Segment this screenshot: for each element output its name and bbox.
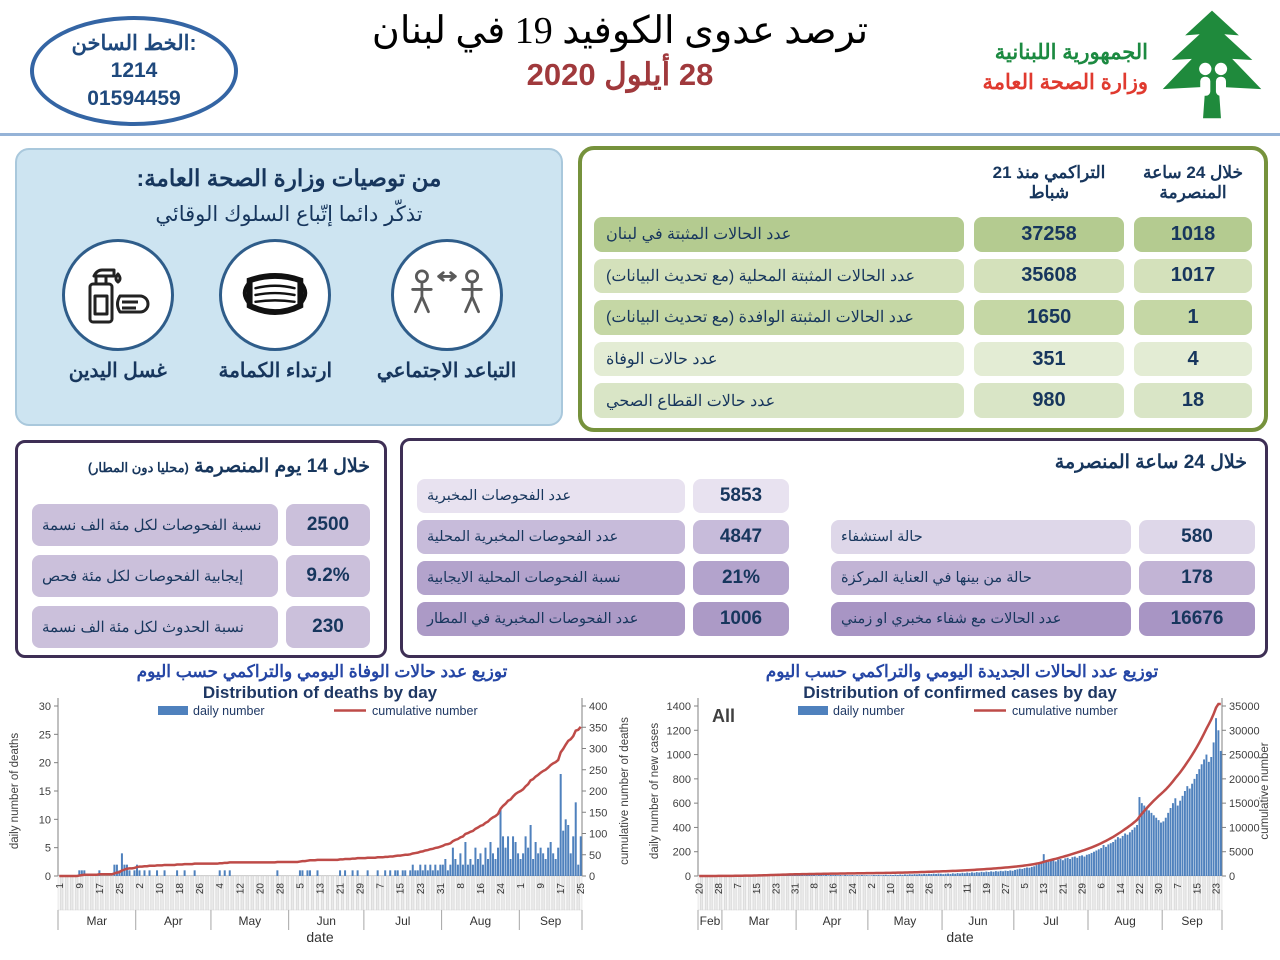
header-divider bbox=[0, 133, 1280, 136]
svg-text:600: 600 bbox=[672, 798, 691, 811]
social-distancing-label: التباعد الاجتماعي bbox=[376, 360, 517, 382]
svg-text:25000: 25000 bbox=[1229, 749, 1260, 762]
page-title: ترصد عدوى الكوفيد 19 في لبنان bbox=[371, 10, 869, 52]
page-title-block bbox=[250, 8, 990, 93]
svg-text:10: 10 bbox=[155, 883, 167, 895]
stats-row-last24: 4 bbox=[1134, 342, 1252, 377]
recommendations-icons bbox=[17, 239, 561, 383]
svg-text:Jul: Jul bbox=[395, 914, 411, 928]
cases-chart-title-ar: توزيع عدد الحالات الجديدة اليومي والتراكمي حسب اليوم bbox=[765, 662, 1159, 681]
svg-text:Feb: Feb bbox=[699, 914, 721, 928]
svg-text:2: 2 bbox=[134, 883, 146, 889]
daily-bars bbox=[701, 718, 1222, 876]
x-axis-title: date bbox=[306, 929, 334, 945]
svg-text:Jun: Jun bbox=[968, 914, 988, 928]
hotline-label: الخط الساخن: bbox=[71, 32, 197, 56]
recommendation-mask bbox=[219, 239, 333, 383]
svg-text:50: 50 bbox=[589, 849, 602, 862]
svg-text:5000: 5000 bbox=[1229, 846, 1254, 859]
svg-text:200: 200 bbox=[589, 786, 608, 798]
svg-text:15: 15 bbox=[38, 786, 51, 798]
y-right-axis-title: cumulative number of deaths bbox=[619, 717, 631, 865]
svg-text:21: 21 bbox=[1058, 883, 1070, 895]
svg-text:27: 27 bbox=[1000, 883, 1012, 895]
report-date: 28 أيلول 2020 bbox=[526, 57, 714, 92]
fourteen-day-rows bbox=[32, 504, 370, 648]
svg-text:10: 10 bbox=[38, 814, 51, 827]
svg-text:800: 800 bbox=[672, 773, 691, 786]
last24-row-label: حالة من بينها في العناية المركزة bbox=[831, 561, 1131, 595]
svg-text:15: 15 bbox=[752, 883, 764, 895]
svg-text:5: 5 bbox=[295, 883, 307, 889]
svg-text:30: 30 bbox=[1154, 883, 1166, 895]
svg-text:14: 14 bbox=[1115, 883, 1127, 895]
x-axis-title: date bbox=[946, 929, 974, 945]
svg-text:400: 400 bbox=[589, 701, 608, 713]
last24-row bbox=[831, 520, 1255, 554]
ministry-name bbox=[983, 40, 1148, 95]
stats-row-last24: 18 bbox=[1134, 383, 1252, 418]
hand-washing-label: غسل اليدين bbox=[68, 360, 167, 382]
svg-text:31: 31 bbox=[790, 883, 802, 895]
last24-row bbox=[417, 479, 789, 513]
chart-title-en: Distribution of confirmed cases by day bbox=[803, 684, 1117, 702]
social-distancing-circle bbox=[391, 239, 503, 351]
hotline-number-long: 01594459 bbox=[87, 86, 181, 110]
social-distancing-icon bbox=[408, 264, 486, 326]
last24-row bbox=[417, 561, 789, 595]
last24-row bbox=[417, 602, 789, 636]
face-mask-icon bbox=[236, 266, 314, 324]
svg-text:23: 23 bbox=[771, 883, 783, 895]
svg-text:24: 24 bbox=[496, 883, 508, 895]
last24-row-label: عدد الفحوصات المخبرية في المطار bbox=[417, 602, 685, 636]
last24-row-value: 5853 bbox=[693, 479, 789, 513]
svg-text:Apr: Apr bbox=[822, 914, 842, 928]
svg-text:Mar: Mar bbox=[748, 914, 770, 928]
fourteen-day-row-value: 2500 bbox=[286, 504, 370, 546]
cases-chart bbox=[646, 662, 1278, 957]
stats-header-last24: خلال 24 ساعة المنصرمة bbox=[1142, 162, 1244, 202]
svg-text:cumulative number: cumulative number bbox=[1012, 704, 1118, 718]
svg-text:25: 25 bbox=[114, 883, 126, 895]
stats-header-cumulative: التراكمي منذ 21 شباط bbox=[992, 162, 1106, 202]
svg-text:29: 29 bbox=[1077, 883, 1089, 895]
svg-text:23: 23 bbox=[415, 883, 427, 895]
svg-text:12: 12 bbox=[235, 883, 247, 895]
last24-row-label: عدد الفحوصات المخبرية المحلية bbox=[417, 520, 685, 554]
svg-text:25: 25 bbox=[576, 883, 588, 895]
fourteen-day-title-text: خلال 14 يوم المنصرمة bbox=[194, 456, 370, 477]
svg-text:35000: 35000 bbox=[1229, 701, 1260, 713]
svg-text:30: 30 bbox=[38, 701, 51, 713]
svg-text:400: 400 bbox=[672, 822, 691, 835]
svg-text:26: 26 bbox=[924, 883, 936, 895]
chart-annotation: All bbox=[712, 706, 736, 726]
recommendation-hand-washing bbox=[62, 239, 174, 383]
svg-text:28: 28 bbox=[275, 883, 287, 895]
recommendations-panel bbox=[15, 148, 563, 426]
svg-text:1400: 1400 bbox=[666, 701, 691, 713]
svg-text:0: 0 bbox=[684, 871, 691, 883]
x-month-labels bbox=[58, 910, 582, 930]
stats-row-cumulative: 351 bbox=[974, 342, 1124, 377]
svg-text:Jul: Jul bbox=[1043, 914, 1059, 928]
svg-text:7: 7 bbox=[1173, 883, 1185, 889]
svg-text:daily number: daily number bbox=[833, 704, 905, 718]
svg-text:20: 20 bbox=[38, 757, 51, 770]
svg-text:5: 5 bbox=[1020, 883, 1032, 889]
stats-row-label: عدد حالات الوفاة bbox=[594, 342, 964, 377]
last24-row bbox=[831, 561, 1255, 595]
stats-header-spacer bbox=[594, 156, 964, 210]
svg-text:17: 17 bbox=[94, 883, 106, 895]
svg-text:25: 25 bbox=[38, 729, 51, 742]
svg-text:7: 7 bbox=[732, 883, 744, 889]
svg-text:8: 8 bbox=[455, 883, 467, 889]
last24-row-label: عدد الحالات مع شفاء مخبري او زمني bbox=[831, 602, 1131, 636]
svg-text:3: 3 bbox=[943, 883, 955, 889]
stats-row-label: عدد الحالات المثبتة المحلية (مع تحديث البيانات) bbox=[594, 259, 964, 294]
svg-text:20000: 20000 bbox=[1229, 773, 1260, 786]
fourteen-day-row bbox=[32, 504, 370, 546]
svg-text:daily number: daily number bbox=[193, 704, 265, 718]
last24-row-value: 16676 bbox=[1139, 602, 1255, 636]
svg-text:Aug: Aug bbox=[1114, 914, 1136, 928]
svg-text:9: 9 bbox=[74, 883, 86, 889]
svg-text:5: 5 bbox=[44, 842, 51, 855]
svg-text:20: 20 bbox=[694, 883, 706, 895]
stats-row-cumulative: 1650 bbox=[974, 300, 1124, 335]
svg-text:May: May bbox=[238, 914, 262, 928]
svg-text:13: 13 bbox=[1039, 883, 1051, 895]
svg-text:22: 22 bbox=[1134, 883, 1146, 895]
svg-text:28: 28 bbox=[713, 883, 725, 895]
svg-text:6: 6 bbox=[1096, 883, 1108, 889]
stats-row-last24: 1 bbox=[1134, 300, 1252, 335]
hand-washing-icon bbox=[82, 262, 154, 328]
svg-text:cumulative number: cumulative number bbox=[372, 704, 478, 718]
stats-row-cumulative: 37258 bbox=[974, 217, 1124, 252]
deaths-chart-svg bbox=[6, 684, 638, 952]
svg-text:9: 9 bbox=[536, 883, 548, 889]
last24-row-value: 1006 bbox=[693, 602, 789, 636]
mask-label: ارتداء الكمامة bbox=[218, 360, 333, 382]
last24-row bbox=[831, 602, 1255, 636]
svg-text:8: 8 bbox=[809, 883, 821, 889]
cases-chart-svg bbox=[646, 684, 1278, 952]
svg-text:23: 23 bbox=[1211, 883, 1223, 895]
fourteen-day-row-value: 9.2% bbox=[286, 555, 370, 597]
fourteen-day-row-label: نسبة الحدوث لكل مئة الف نسمة bbox=[32, 606, 278, 648]
svg-text:200: 200 bbox=[672, 846, 691, 859]
svg-text:10000: 10000 bbox=[1229, 822, 1260, 835]
svg-text:30000: 30000 bbox=[1229, 725, 1260, 738]
svg-text:Apr: Apr bbox=[163, 914, 183, 928]
svg-text:17: 17 bbox=[556, 883, 568, 895]
fourteen-day-row-label: نسبة الفحوصات لكل مئة الف نسمة bbox=[32, 504, 278, 546]
svg-text:0: 0 bbox=[1229, 871, 1236, 883]
chart-legend bbox=[798, 704, 1118, 718]
svg-text:15: 15 bbox=[1192, 883, 1204, 895]
covid-stats-table bbox=[578, 146, 1268, 432]
stats-row-last24: 1018 bbox=[1134, 217, 1252, 252]
fourteen-day-panel bbox=[15, 440, 387, 658]
fourteen-day-row bbox=[32, 555, 370, 597]
svg-text:1: 1 bbox=[54, 883, 66, 889]
recommendations-subtitle: تذكّر دائما إتّباع السلوك الوقائي bbox=[155, 203, 423, 226]
chart-title-en: Distribution of deaths by day bbox=[202, 684, 438, 702]
republic-name: الجمهورية اللبنانية bbox=[994, 41, 1148, 64]
cedar-logo-icon bbox=[1156, 6, 1268, 129]
stats-row-label: عدد الحالات المثبتة الوافدة (مع تحديث البيانات) bbox=[594, 300, 964, 335]
svg-text:Mar: Mar bbox=[86, 914, 108, 928]
last24-row bbox=[417, 520, 789, 554]
fourteen-day-title-note: (محليا دون المطار) bbox=[87, 460, 189, 475]
y-left-axis-title: daily number of deaths bbox=[9, 732, 21, 850]
last24-row-value: 580 bbox=[1139, 520, 1255, 554]
last24-panel bbox=[400, 438, 1268, 658]
svg-text:1200: 1200 bbox=[666, 725, 691, 738]
svg-text:300: 300 bbox=[589, 743, 608, 756]
chart-legend bbox=[158, 704, 478, 718]
ministry-title: وزارة الصحة العامة bbox=[982, 71, 1148, 94]
svg-text:1: 1 bbox=[516, 883, 528, 889]
svg-text:24: 24 bbox=[847, 883, 859, 895]
svg-text:7: 7 bbox=[375, 883, 387, 889]
svg-text:13: 13 bbox=[315, 883, 327, 895]
svg-text:Jun: Jun bbox=[316, 914, 336, 928]
last24-row-label: حالة استشفاء bbox=[831, 520, 1131, 554]
svg-text:Sep: Sep bbox=[1181, 914, 1203, 928]
fourteen-day-title bbox=[32, 455, 370, 478]
svg-text:11: 11 bbox=[962, 883, 974, 894]
last24-left-column bbox=[417, 479, 789, 636]
y-right-axis-title: cumulative number bbox=[1259, 742, 1271, 840]
svg-text:1000: 1000 bbox=[666, 749, 691, 762]
hotline-number-short: 1214 bbox=[110, 59, 158, 83]
last24-title: خلال 24 ساعة المنصرمة bbox=[1054, 452, 1247, 473]
svg-text:15000: 15000 bbox=[1229, 798, 1260, 811]
svg-text:250: 250 bbox=[589, 764, 608, 777]
stats-row-cumulative: 35608 bbox=[974, 259, 1124, 294]
fourteen-day-row-label: إيجابية الفحوصات لكل مئة فحص bbox=[32, 555, 278, 597]
x-month-labels bbox=[698, 910, 1222, 930]
hand-washing-circle bbox=[62, 239, 174, 351]
svg-text:16: 16 bbox=[475, 883, 487, 895]
last24-row-label: نسبة الفحوصات المحلية الايجابية bbox=[417, 561, 685, 595]
stats-grid bbox=[594, 156, 1252, 418]
svg-text:21: 21 bbox=[335, 883, 347, 895]
svg-text:Aug: Aug bbox=[469, 914, 492, 928]
recommendation-social-distancing bbox=[377, 239, 516, 383]
ministry-logo-block bbox=[983, 6, 1268, 129]
fourteen-day-row-value: 230 bbox=[286, 606, 370, 648]
svg-text:100: 100 bbox=[589, 828, 608, 841]
svg-text:19: 19 bbox=[981, 883, 993, 895]
svg-text:0: 0 bbox=[589, 871, 596, 883]
svg-text:0: 0 bbox=[44, 871, 51, 883]
last24-row-value: 21% bbox=[693, 561, 789, 595]
fourteen-day-row bbox=[32, 606, 370, 648]
x-tick-band bbox=[55, 876, 587, 910]
svg-text:15: 15 bbox=[395, 883, 407, 895]
svg-text:10: 10 bbox=[886, 883, 898, 895]
y-left-axis-title: daily number of new cases bbox=[649, 722, 661, 860]
stats-row-label: عدد الحالات المثبتة في لبنان bbox=[594, 217, 964, 252]
svg-text:4: 4 bbox=[215, 883, 227, 889]
svg-text:18: 18 bbox=[175, 883, 187, 895]
deaths-chart bbox=[6, 662, 638, 957]
mask-circle bbox=[219, 239, 331, 351]
svg-text:16: 16 bbox=[828, 883, 840, 895]
svg-text:20: 20 bbox=[255, 883, 267, 895]
svg-text:350: 350 bbox=[589, 722, 608, 735]
last24-row-label: عدد الفحوصات المخبرية bbox=[417, 479, 685, 513]
recommendations-title: من توصيات وزارة الصحة العامة: bbox=[136, 165, 442, 191]
svg-text:May: May bbox=[893, 914, 917, 928]
stats-row-cumulative: 980 bbox=[974, 383, 1124, 418]
svg-text:150: 150 bbox=[589, 807, 608, 820]
svg-text:Sep: Sep bbox=[539, 914, 562, 928]
stats-row-last24: 1017 bbox=[1134, 259, 1252, 294]
x-tick-band bbox=[695, 876, 1223, 910]
last24-row-value: 4847 bbox=[693, 520, 789, 554]
stats-row-label: عدد حالات القطاع الصحي bbox=[594, 383, 964, 418]
svg-text:18: 18 bbox=[905, 883, 917, 895]
svg-text:29: 29 bbox=[355, 883, 367, 895]
svg-text:2: 2 bbox=[866, 883, 878, 889]
hotline-badge bbox=[30, 16, 238, 126]
last24-right-column bbox=[831, 520, 1255, 636]
svg-text:31: 31 bbox=[435, 883, 447, 895]
svg-text:26: 26 bbox=[195, 883, 207, 895]
last24-row-value: 178 bbox=[1139, 561, 1255, 595]
deaths-chart-title-ar: توزيع عدد حالات الوفاة اليومي والتراكمي حسب اليوم bbox=[136, 662, 508, 681]
